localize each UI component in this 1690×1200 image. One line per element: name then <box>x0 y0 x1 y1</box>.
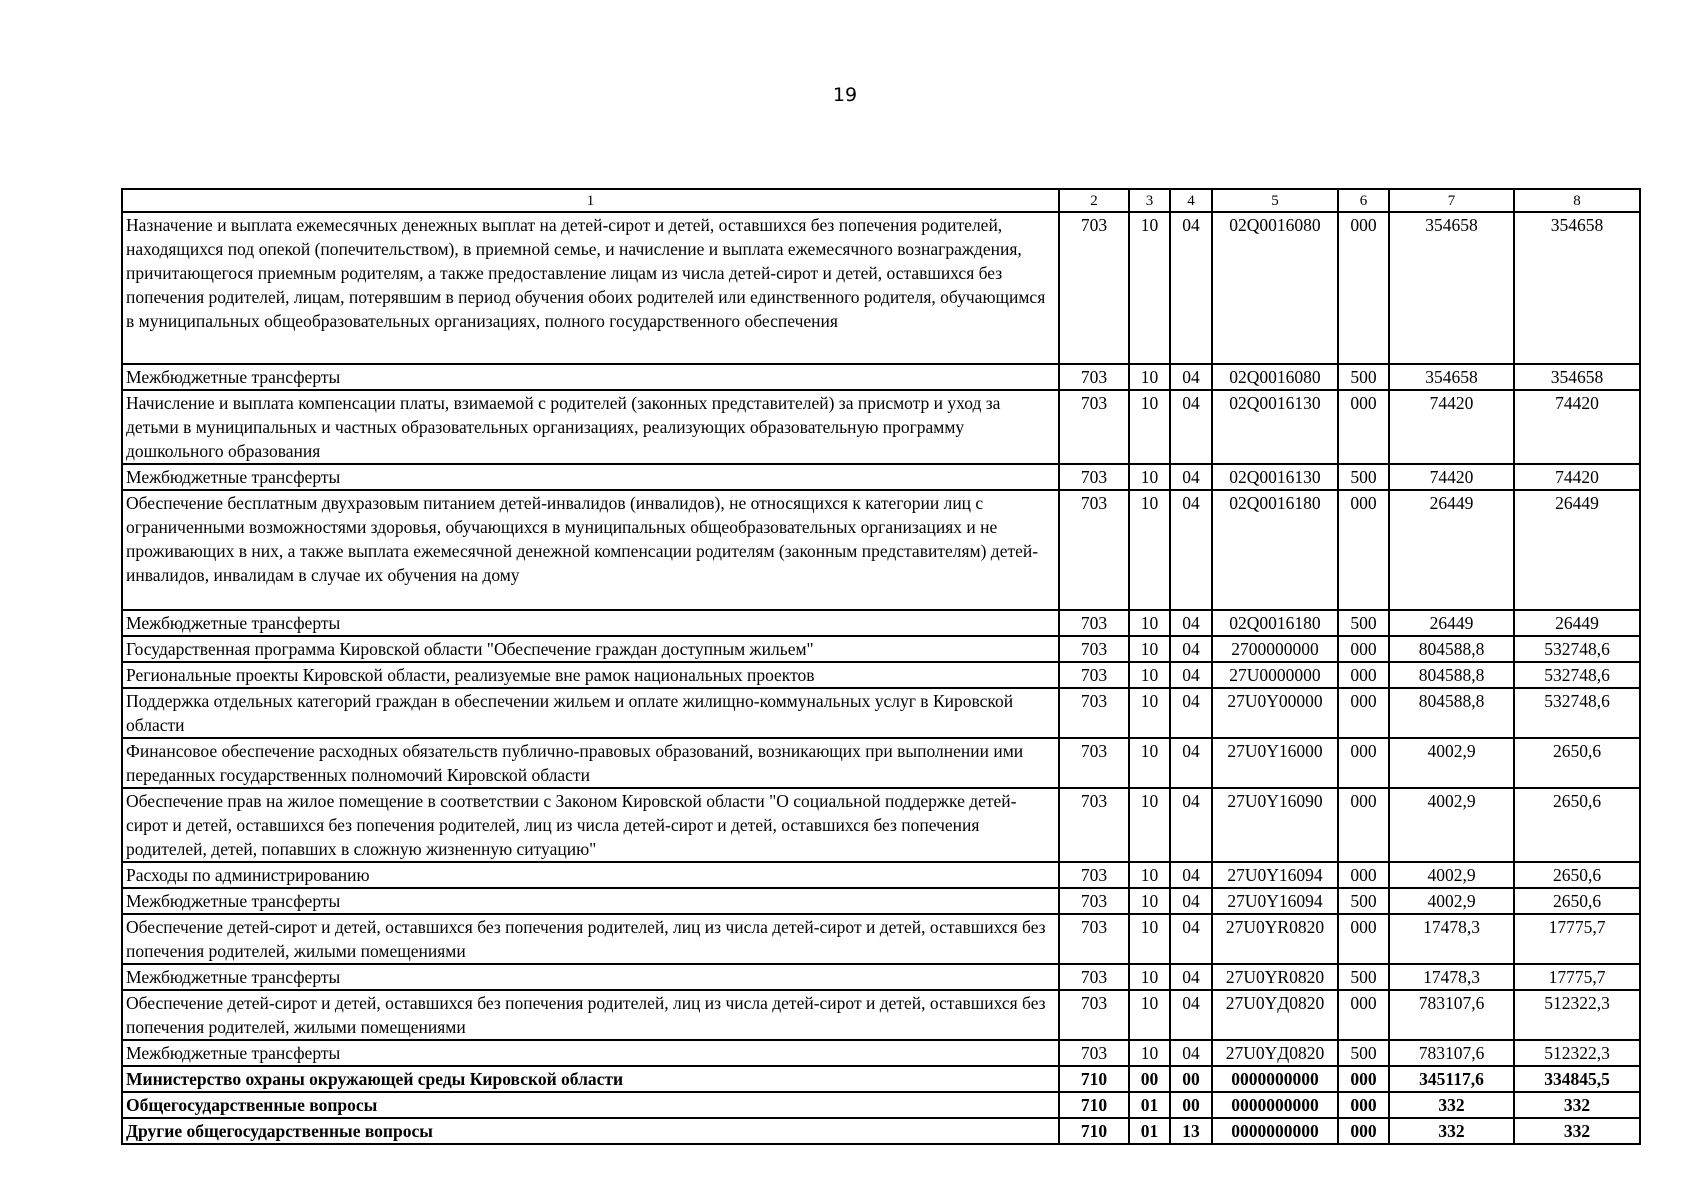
row-name-cell: Начисление и выплата компенсации платы, взимаемой с родителей (законных представителей) за присмотр и уход за детьми в муниципальных и частных образовательных организациях, реализующих образовательную программу дошкольного образования <box>122 390 1059 464</box>
row-value-cell: 04 <box>1170 990 1212 1040</box>
row-value-cell: 13 <box>1170 1118 1212 1144</box>
row-value-cell: 04 <box>1170 636 1212 662</box>
row-value-cell: 703 <box>1059 212 1129 364</box>
row-value-cell: 04 <box>1170 738 1212 788</box>
header-cell: 1 <box>122 189 1059 212</box>
row-value-cell: 04 <box>1170 888 1212 914</box>
row-value-cell: 74420 <box>1514 390 1640 464</box>
row-value-cell: 000 <box>1338 990 1389 1040</box>
row-value-cell: 04 <box>1170 464 1212 490</box>
row-value-cell: 10 <box>1129 738 1170 788</box>
row-value-cell: 04 <box>1170 914 1212 964</box>
row-value-cell: 804588,8 <box>1389 636 1514 662</box>
row-value-cell: 500 <box>1338 964 1389 990</box>
row-value-cell: 000 <box>1338 1066 1389 1092</box>
table-row <box>122 212 1640 364</box>
row-value-cell: 04 <box>1170 862 1212 888</box>
row-value-cell: 354658 <box>1389 212 1514 364</box>
header-cell: 5 <box>1212 189 1338 212</box>
row-value-cell: 000 <box>1338 390 1389 464</box>
row-value-cell: 703 <box>1059 688 1129 738</box>
header-cell: 6 <box>1338 189 1389 212</box>
row-value-cell: 10 <box>1129 636 1170 662</box>
row-value-cell: 02Q0016130 <box>1212 464 1338 490</box>
row-value-cell: 783107,6 <box>1389 1040 1514 1066</box>
table-header-row <box>122 189 1640 212</box>
row-name-cell: Обеспечение детей-сирот и детей, оставшихся без попечения родителей, лиц из числа детей-сирот и детей, оставшихся без попечения родителей, жилыми помещениями <box>122 914 1059 964</box>
row-value-cell: 10 <box>1129 688 1170 738</box>
row-value-cell: 04 <box>1170 688 1212 738</box>
row-value-cell: 00 <box>1170 1092 1212 1118</box>
row-value-cell: 00 <box>1170 1066 1212 1092</box>
row-value-cell: 27U0YR0820 <box>1212 964 1338 990</box>
row-value-cell: 10 <box>1129 610 1170 636</box>
table-body <box>122 212 1640 1144</box>
row-value-cell: 17478,3 <box>1389 964 1514 990</box>
row-value-cell: 000 <box>1338 738 1389 788</box>
table-row <box>122 464 1640 490</box>
row-value-cell: 000 <box>1338 788 1389 862</box>
row-value-cell: 27U0000000 <box>1212 662 1338 688</box>
table-row <box>122 636 1640 662</box>
table-row <box>122 1066 1640 1092</box>
row-value-cell: 02Q0016180 <box>1212 610 1338 636</box>
row-value-cell: 2700000000 <box>1212 636 1338 662</box>
row-name-cell: Другие общегосударственные вопросы <box>122 1118 1059 1144</box>
table-row <box>122 888 1640 914</box>
row-value-cell: 703 <box>1059 464 1129 490</box>
row-name-cell: Обеспечение бесплатным двухразовым питанием детей-инвалидов (инвалидов), не относящихся к категории лиц с ограниченными возможностями здоровья, обучающихся в муниципальных общеобразовательных организациях и не проживающих в них, а также выплата ежемесячной денежной компенсации родителям (законным представителям) детей-инвалидов, инвалидам в случае их обучения на дому <box>122 490 1059 610</box>
row-value-cell: 332 <box>1514 1118 1640 1144</box>
row-value-cell: 10 <box>1129 990 1170 1040</box>
row-value-cell: 703 <box>1059 738 1129 788</box>
row-value-cell: 4002,9 <box>1389 888 1514 914</box>
row-value-cell: 2650,6 <box>1514 738 1640 788</box>
row-value-cell: 4002,9 <box>1389 788 1514 862</box>
row-value-cell: 710 <box>1059 1092 1129 1118</box>
table-row <box>122 1040 1640 1066</box>
row-value-cell: 27U0Y16094 <box>1212 862 1338 888</box>
row-value-cell: 804588,8 <box>1389 662 1514 688</box>
row-name-cell: Поддержка отдельных категорий граждан в обеспечении жильем и оплате жилищно-коммунальных услуг в Кировской области <box>122 688 1059 738</box>
row-value-cell: 04 <box>1170 788 1212 862</box>
row-value-cell: 17478,3 <box>1389 914 1514 964</box>
row-value-cell: 354658 <box>1389 364 1514 390</box>
row-name-cell: Обеспечение детей-сирот и детей, оставшихся без попечения родителей, лиц из числа детей-сирот и детей, оставшихся без попечения родителей, жилыми помещениями <box>122 990 1059 1040</box>
row-value-cell: 332 <box>1389 1118 1514 1144</box>
row-value-cell: 512322,3 <box>1514 990 1640 1040</box>
row-name-cell: Финансовое обеспечение расходных обязательств публично-правовых образований, возникающих при выполнении ими переданных государственных полномочий Кировской области <box>122 738 1059 788</box>
row-value-cell: 01 <box>1129 1118 1170 1144</box>
row-name-cell: Межбюджетные трансферты <box>122 364 1059 390</box>
header-cell: 2 <box>1059 189 1129 212</box>
row-value-cell: 26449 <box>1389 490 1514 610</box>
row-value-cell: 345117,6 <box>1389 1066 1514 1092</box>
row-value-cell: 10 <box>1129 914 1170 964</box>
row-value-cell: 000 <box>1338 862 1389 888</box>
row-value-cell: 10 <box>1129 788 1170 862</box>
row-value-cell: 000 <box>1338 688 1389 738</box>
header-cell: 8 <box>1514 189 1640 212</box>
row-value-cell: 74420 <box>1389 390 1514 464</box>
table-row <box>122 610 1640 636</box>
row-name-cell: Региональные проекты Кировской области, реализуемые вне рамок национальных проектов <box>122 662 1059 688</box>
row-value-cell: 01 <box>1129 1092 1170 1118</box>
row-value-cell: 000 <box>1338 914 1389 964</box>
row-name-cell: Межбюджетные трансферты <box>122 464 1059 490</box>
row-value-cell: 27U0Y00000 <box>1212 688 1338 738</box>
row-value-cell: 04 <box>1170 964 1212 990</box>
row-name-cell: Государственная программа Кировской области "Обеспечение граждан доступным жильем" <box>122 636 1059 662</box>
row-value-cell: 0000000000 <box>1212 1092 1338 1118</box>
row-value-cell: 512322,3 <box>1514 1040 1640 1066</box>
table-row <box>122 990 1640 1040</box>
row-value-cell: 000 <box>1338 662 1389 688</box>
budget-table <box>121 188 1641 1145</box>
row-value-cell: 703 <box>1059 390 1129 464</box>
header-cell: 4 <box>1170 189 1212 212</box>
row-value-cell: 17775,7 <box>1514 964 1640 990</box>
row-value-cell: 703 <box>1059 636 1129 662</box>
row-value-cell: 2650,6 <box>1514 862 1640 888</box>
row-value-cell: 10 <box>1129 212 1170 364</box>
row-value-cell: 04 <box>1170 212 1212 364</box>
row-value-cell: 10 <box>1129 862 1170 888</box>
row-name-cell: Общегосударственные вопросы <box>122 1092 1059 1118</box>
table-row <box>122 788 1640 862</box>
row-value-cell: 27U0YД0820 <box>1212 990 1338 1040</box>
row-value-cell: 10 <box>1129 464 1170 490</box>
row-value-cell: 000 <box>1338 490 1389 610</box>
row-value-cell: 27U0Y16094 <box>1212 888 1338 914</box>
row-value-cell: 532748,6 <box>1514 636 1640 662</box>
table-row <box>122 964 1640 990</box>
row-value-cell: 10 <box>1129 364 1170 390</box>
row-value-cell: 26449 <box>1389 610 1514 636</box>
header-cell: 7 <box>1389 189 1514 212</box>
row-name-cell: Межбюджетные трансферты <box>122 1040 1059 1066</box>
row-value-cell: 710 <box>1059 1066 1129 1092</box>
row-value-cell: 04 <box>1170 662 1212 688</box>
row-name-cell: Межбюджетные трансферты <box>122 964 1059 990</box>
row-name-cell: Обеспечение прав на жилое помещение в соответствии с Законом Кировской области "О социальной поддержке детей-сирот и детей, оставшихся без попечения родителей, лиц из числа детей-сирот и детей, оставшихся без попечения родителей, детей, попавших в сложную жизненную ситуацию" <box>122 788 1059 862</box>
row-value-cell: 0000000000 <box>1212 1066 1338 1092</box>
row-value-cell: 804588,8 <box>1389 688 1514 738</box>
row-name-cell: Назначение и выплата ежемесячных денежных выплат на детей-сирот и детей, оставшихся без попечения родителей, находящихся под опекой (попечительством), в приемной семье, и начисление и выплата ежемесячного вознаграждения, причитающегося приемным родителям, а также предоставление лицам из числа детей-сирот и детей, оставшихся без попечения родителей, лицам, потерявшим в период обучения обоих родителей или единственного родителя, обучающимся в муниципальных общеобразовательных организациях, полного государственного обеспечения <box>122 212 1059 364</box>
row-value-cell: 04 <box>1170 1040 1212 1066</box>
row-value-cell: 532748,6 <box>1514 662 1640 688</box>
table-row <box>122 1118 1640 1144</box>
row-value-cell: 10 <box>1129 490 1170 610</box>
row-value-cell: 783107,6 <box>1389 990 1514 1040</box>
row-value-cell: 703 <box>1059 990 1129 1040</box>
table-row <box>122 364 1640 390</box>
row-value-cell: 27U0YR0820 <box>1212 914 1338 964</box>
row-value-cell: 02Q0016080 <box>1212 212 1338 364</box>
header-cell: 3 <box>1129 189 1170 212</box>
row-value-cell: 74420 <box>1389 464 1514 490</box>
row-value-cell: 703 <box>1059 364 1129 390</box>
row-value-cell: 04 <box>1170 610 1212 636</box>
row-value-cell: 710 <box>1059 1118 1129 1144</box>
table-row <box>122 1092 1640 1118</box>
table-row <box>122 490 1640 610</box>
table-row <box>122 862 1640 888</box>
row-value-cell: 17775,7 <box>1514 914 1640 964</box>
row-value-cell: 500 <box>1338 364 1389 390</box>
row-value-cell: 10 <box>1129 1040 1170 1066</box>
row-value-cell: 04 <box>1170 390 1212 464</box>
row-name-cell: Межбюджетные трансферты <box>122 610 1059 636</box>
row-value-cell: 27U0Y16090 <box>1212 788 1338 862</box>
row-value-cell: 703 <box>1059 862 1129 888</box>
row-value-cell: 4002,9 <box>1389 862 1514 888</box>
row-value-cell: 703 <box>1059 788 1129 862</box>
row-value-cell: 334845,5 <box>1514 1066 1640 1092</box>
table-row <box>122 914 1640 964</box>
row-value-cell: 332 <box>1389 1092 1514 1118</box>
row-value-cell: 10 <box>1129 662 1170 688</box>
row-value-cell: 332 <box>1514 1092 1640 1118</box>
row-value-cell: 500 <box>1338 464 1389 490</box>
row-value-cell: 703 <box>1059 610 1129 636</box>
row-name-cell: Межбюджетные трансферты <box>122 888 1059 914</box>
row-value-cell: 04 <box>1170 490 1212 610</box>
row-name-cell: Расходы по администрированию <box>122 862 1059 888</box>
row-value-cell: 26449 <box>1514 610 1640 636</box>
row-value-cell: 703 <box>1059 1040 1129 1066</box>
row-value-cell: 4002,9 <box>1389 738 1514 788</box>
row-value-cell: 0000000000 <box>1212 1118 1338 1144</box>
row-value-cell: 10 <box>1129 390 1170 464</box>
row-value-cell: 10 <box>1129 964 1170 990</box>
row-value-cell: 703 <box>1059 662 1129 688</box>
row-value-cell: 10 <box>1129 888 1170 914</box>
row-value-cell: 00 <box>1129 1066 1170 1092</box>
row-value-cell: 27U0Y16000 <box>1212 738 1338 788</box>
row-value-cell: 532748,6 <box>1514 688 1640 738</box>
row-value-cell: 02Q0016080 <box>1212 364 1338 390</box>
table-row <box>122 662 1640 688</box>
row-value-cell: 354658 <box>1514 212 1640 364</box>
row-value-cell: 703 <box>1059 888 1129 914</box>
row-value-cell: 2650,6 <box>1514 788 1640 862</box>
row-value-cell: 74420 <box>1514 464 1640 490</box>
table-row <box>122 688 1640 738</box>
row-value-cell: 703 <box>1059 914 1129 964</box>
row-value-cell: 26449 <box>1514 490 1640 610</box>
row-value-cell: 500 <box>1338 610 1389 636</box>
row-value-cell: 354658 <box>1514 364 1640 390</box>
row-value-cell: 2650,6 <box>1514 888 1640 914</box>
page-number: 19 <box>832 84 858 106</box>
table-row <box>122 738 1640 788</box>
row-value-cell: 703 <box>1059 964 1129 990</box>
table-row <box>122 390 1640 464</box>
row-value-cell: 02Q0016180 <box>1212 490 1338 610</box>
row-value-cell: 000 <box>1338 1092 1389 1118</box>
row-value-cell: 27U0YД0820 <box>1212 1040 1338 1066</box>
row-value-cell: 703 <box>1059 490 1129 610</box>
row-value-cell: 500 <box>1338 888 1389 914</box>
row-value-cell: 02Q0016130 <box>1212 390 1338 464</box>
row-value-cell: 04 <box>1170 364 1212 390</box>
row-value-cell: 500 <box>1338 1040 1389 1066</box>
row-value-cell: 000 <box>1338 1118 1389 1144</box>
row-name-cell: Министерство охраны окружающей среды Кировской области <box>122 1066 1059 1092</box>
row-value-cell: 000 <box>1338 636 1389 662</box>
row-value-cell: 000 <box>1338 212 1389 364</box>
